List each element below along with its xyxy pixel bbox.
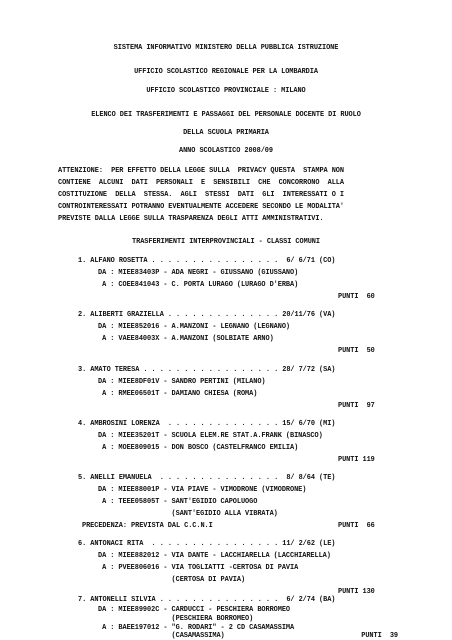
entry-line: DA : MIEE852016 - A.MANZONI - LEGNANO (LEGNANO) <box>98 323 290 331</box>
entry-points: PUNTI 50 <box>338 347 375 355</box>
entry-line: DA : MIEE35201T - SCUOLA ELEM.RE STAT.A.FRANK (BINASCO) <box>98 432 323 440</box>
entry-line: DA : MIEE89902C - CARDUCCI - PESCHIERA BORROMEO <box>98 606 290 614</box>
entry-points: PUNTI 39 <box>361 632 398 640</box>
entry-header: 7. ANTONELLI SILVIA . . . . . . . . . . . . . . . 6/ 2/74 (BA) <box>78 596 336 604</box>
entry-line: DA : MIEE83403P - ADA NEGRI - GIUSSANO (GIUSSANO) <box>98 269 299 277</box>
entry-line: A : VAEE84003X - A.MANZONI (SOLBIATE ARNO) <box>98 335 274 343</box>
header-regional-office: UFFICIO SCOLASTICO REGIONALE PER LA LOMBARDIA <box>134 68 318 76</box>
entry-points: PUNTI 66 <box>338 522 375 530</box>
entry-line: A : TEEE05805T - SANT'EGIDIO CAPOLUOGO <box>98 498 258 506</box>
entry-header: 2. ALIBERTI GRAZIELLA . . . . . . . . . . . . . . 20/11/76 (VA) <box>78 311 336 319</box>
entry-line: A : COEE841043 - C. PORTA LURAGO (LURAGO D'ERBA) <box>98 281 299 289</box>
entry-line: (CASAMASSIMA) <box>98 632 225 640</box>
notice-line: PREVISTE DALLA LEGGE SULLA TRASPARENZA DEGLI ATTI AMMINISTRATIVI. <box>58 215 324 223</box>
entry-header: 1. ALFANO ROSETTA . . . . . . . . . . . . . . . . 6/ 6/71 (CO) <box>78 257 336 265</box>
header-provincial-office: UFFICIO SCOLASTICO PROVINCIALE : MILANO <box>146 87 306 95</box>
entry-line: (PESCHIERA BORROMEO) <box>98 615 254 623</box>
notice-line: ATTENZIONE: PER EFFETTO DELLA LEGGE SULLA PRIVACY QUESTA STAMPA NON <box>58 167 344 175</box>
notice-line: CONTROINTERESSATI POTRANNO EVENTUALMENTE ACCEDERE SECONDO LE MODALITA' <box>58 203 344 211</box>
entry-line: DA : MIEE88001P - VIA PIAVE - VIMODRONE (VIMODRONE) <box>98 486 307 494</box>
section-title: TRASFERIMENTI INTERPROVINCIALI - CLASSI COMUNI <box>132 238 320 246</box>
entry-points: PUNTI 130 <box>338 588 375 596</box>
notice-line: CONTIENE ALCUNI DATI PERSONALI E SENSIBILI CHE CONCORRONO ALLA <box>58 179 344 187</box>
entry-points: PUNTI 97 <box>338 402 375 410</box>
entry-line: DA : MIEE8DF01V - SANDRO PERTINI (MILANO) <box>98 378 266 386</box>
school-year: ANNO SCOLASTICO 2008/09 <box>179 147 273 155</box>
entry-line: A : MOEE809015 - DON BOSCO (CASTELFRANCO EMILIA) <box>98 444 299 452</box>
entry-line: (CERTOSA DI PAVIA) <box>98 576 246 584</box>
entry-header: 5. ANELLI EMANUELA . . . . . . . . . . . . . . . 8/ 8/64 (TE) <box>78 474 336 482</box>
entry-line: (SANT'EGIDIO ALLA VIBRATA) <box>98 510 278 518</box>
entry-header: 3. AMATO TERESA . . . . . . . . . . . . . . . . . 28/ 7/72 (SA) <box>78 366 336 374</box>
entry-points: PUNTI 60 <box>338 293 375 301</box>
notice-line: COSTITUZIONE DELLA STESSA. AGLI STESSI DATI GLI INTERESSATI O I <box>58 191 344 199</box>
document-subtitle: DELLA SCUOLA PRIMARIA <box>183 129 269 137</box>
entry-line: A : PVEE806016 - VIA TOGLIATTI -CERTOSA DI PAVIA <box>98 564 299 572</box>
entry-header: 4. AMBROSINI LORENZA . . . . . . . . . . . . . . 15/ 6/70 (MI) <box>78 420 336 428</box>
entry-precedence: PRECEDENZA: PREVISTA DAL C.C.N.I <box>82 522 213 530</box>
entry-line: A : RMEE06501T - DAMIANO CHIESA (ROMA) <box>98 390 258 398</box>
header-ministry: SISTEMA INFORMATIVO MINISTERO DELLA PUBBLICA ISTRUZIONE <box>113 44 339 52</box>
entry-points: PUNTI 119 <box>338 456 375 464</box>
entry-header: 6. ANTONACI RITA . . . . . . . . . . . . . . . . 11/ 2/62 (LE) <box>78 540 336 548</box>
entry-line: DA : MIEE882012 - VIA DANTE - LACCHIARELLA (LACCHIARELLA) <box>98 552 331 560</box>
entry-line: A : BAEE197012 - "G. RODARI" - 2 CD CASAMASSIMA <box>98 624 295 632</box>
document-title: ELENCO DEI TRASFERIMENTI E PASSAGGI DEL PERSONALE DOCENTE DI RUOLO <box>91 111 361 119</box>
